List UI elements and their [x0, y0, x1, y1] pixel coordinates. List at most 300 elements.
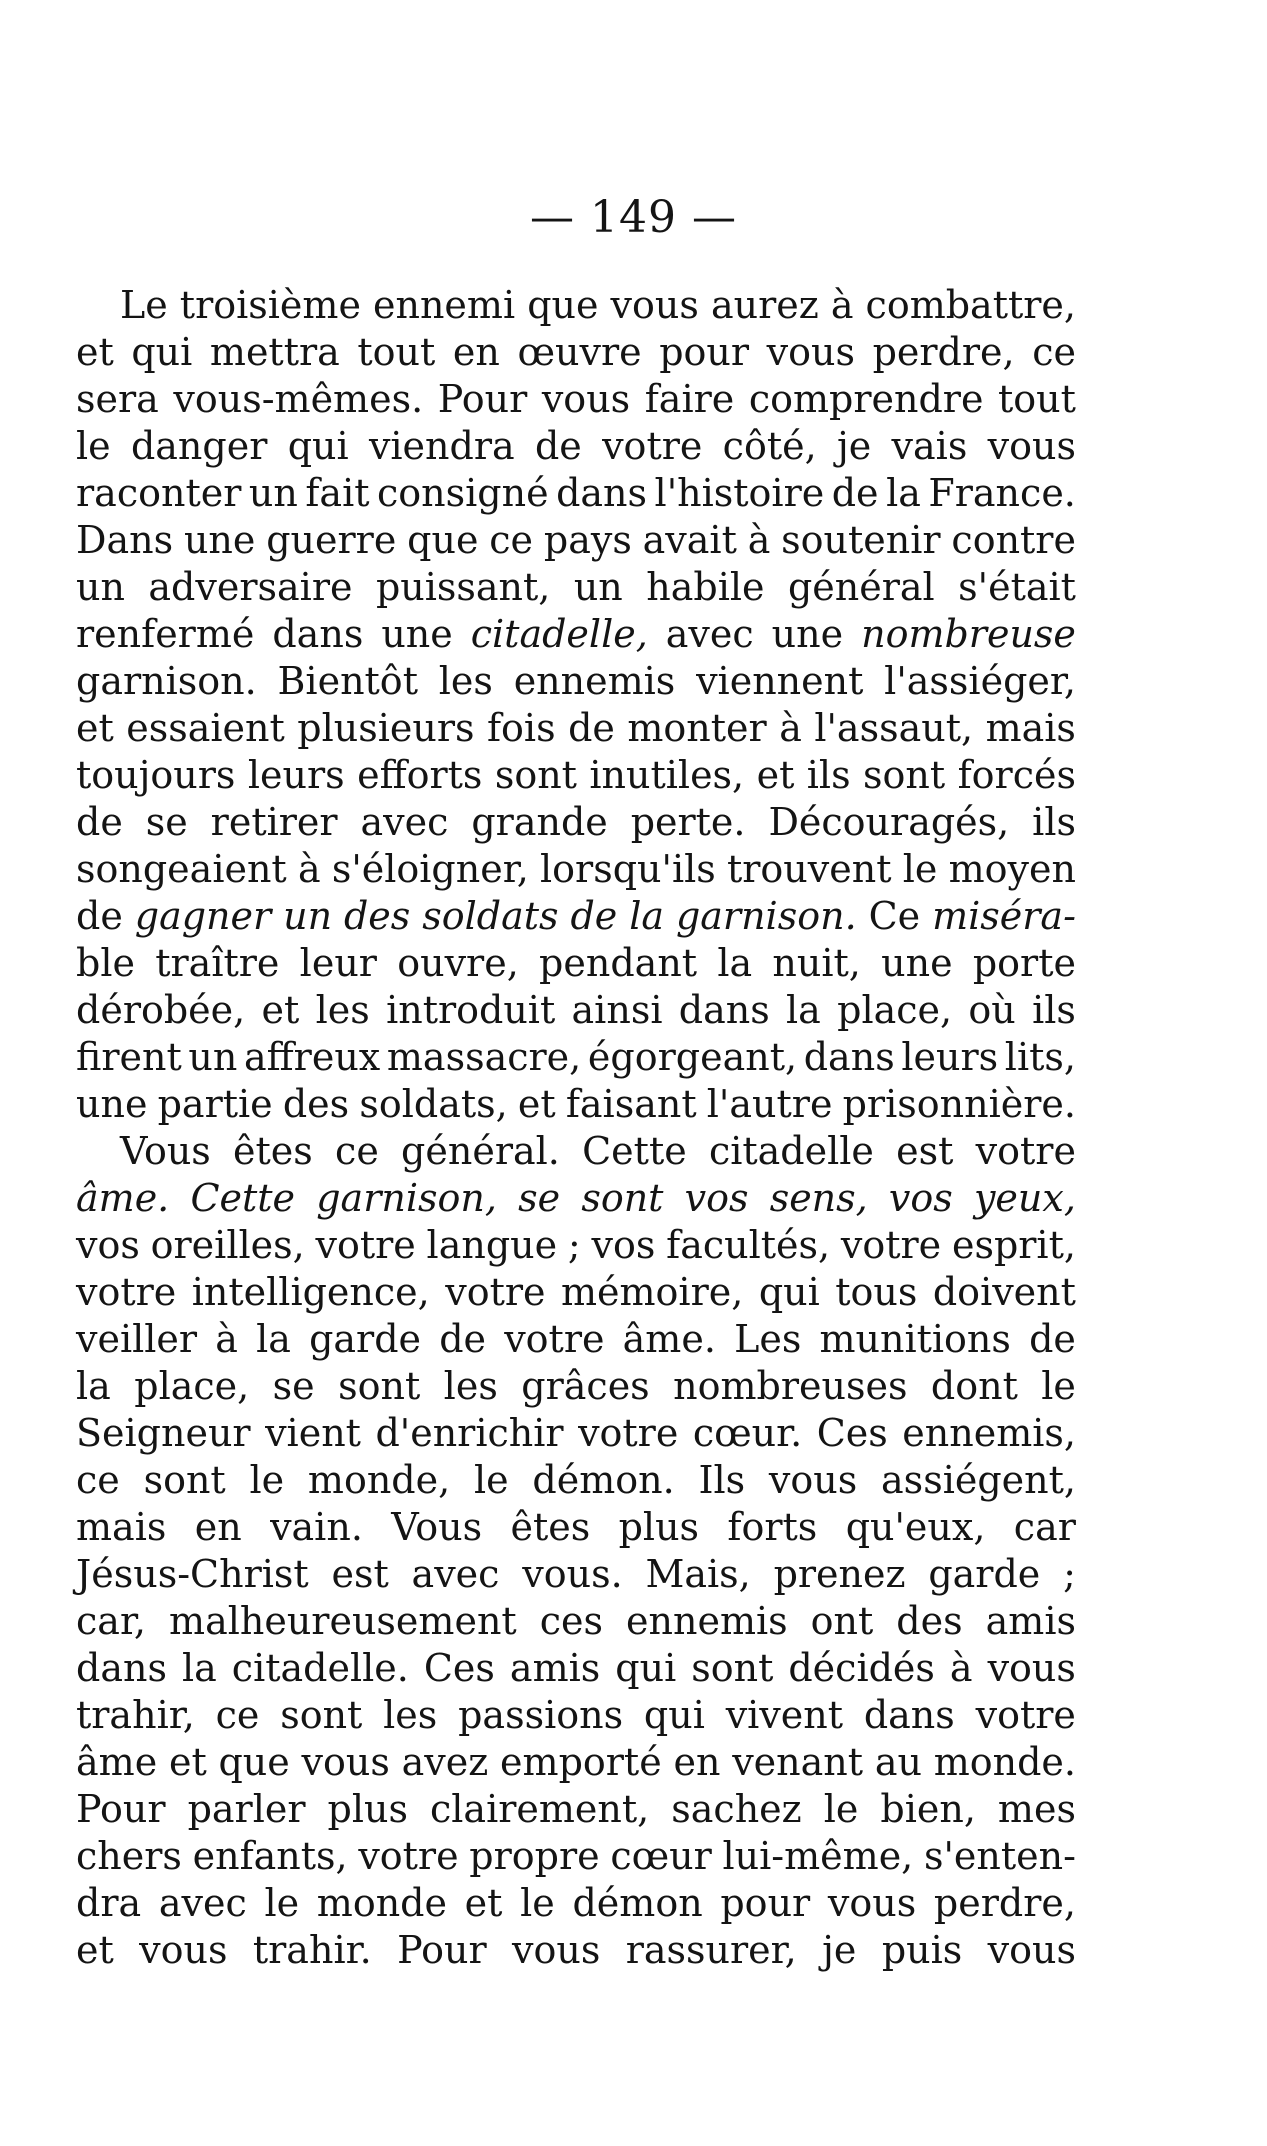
word: votre — [975, 1693, 1076, 1737]
word: œuvre — [517, 330, 642, 374]
word: à — [215, 1317, 238, 1361]
word: efforts — [357, 753, 483, 797]
word: sont — [581, 1176, 664, 1220]
word: fait — [305, 471, 370, 515]
word: puissant, — [375, 565, 551, 609]
word: garnison. — [675, 894, 857, 938]
word: au — [874, 1740, 922, 1784]
text-line — [76, 1457, 1076, 1504]
word: votre — [445, 1270, 546, 1314]
word: partie — [157, 1082, 273, 1126]
word: lits, — [1004, 1035, 1076, 1079]
word: votre — [315, 1223, 416, 1267]
word: leur — [299, 941, 377, 985]
word: munitions — [819, 1317, 1011, 1361]
word: vous — [827, 1881, 917, 1925]
word: fois — [486, 706, 556, 750]
word: la — [786, 988, 821, 1032]
word: porte — [972, 941, 1076, 985]
word: viennent — [696, 659, 864, 703]
word: passions — [458, 1693, 624, 1737]
text-line — [76, 1551, 1076, 1598]
text-line — [76, 564, 1076, 611]
word: avait — [642, 518, 737, 562]
word: se — [272, 1364, 315, 1408]
word: plus — [327, 1787, 408, 1831]
page-number: — 149 — — [530, 192, 737, 243]
word: faire — [644, 377, 735, 421]
text-line — [76, 1692, 1076, 1739]
word: enfants, — [192, 1834, 348, 1878]
word: mais — [76, 1505, 167, 1549]
word: de — [76, 800, 123, 844]
word: Pour — [397, 1928, 487, 1972]
word: l'histoire — [654, 471, 825, 515]
word: à — [949, 1646, 973, 1690]
word: guerre — [266, 518, 397, 562]
word: dans — [863, 1693, 955, 1737]
text-line — [76, 987, 1076, 1034]
word: démon — [572, 1881, 703, 1925]
word: de — [570, 894, 618, 938]
word: comprendre — [748, 377, 984, 421]
word: votre — [840, 1223, 942, 1267]
word: sont — [691, 1646, 774, 1690]
word: dérobée, — [76, 988, 246, 1032]
word: s'éloigner, — [331, 847, 529, 891]
word: affreux — [244, 1035, 381, 1079]
word: un — [283, 894, 333, 938]
word: contre — [951, 518, 1076, 562]
word: âme — [76, 1740, 158, 1784]
word: ils — [1032, 988, 1076, 1032]
word: général. — [401, 1129, 560, 1173]
word: danger — [130, 424, 268, 468]
word: Ces — [816, 1411, 888, 1455]
word: en — [673, 1740, 721, 1784]
word: consigné — [377, 471, 549, 515]
word: votre — [76, 1270, 177, 1314]
word: êtes — [510, 1505, 591, 1549]
word: la — [181, 1646, 217, 1690]
word: de — [568, 706, 615, 750]
word: ces — [539, 1599, 603, 1643]
word: mettra — [209, 330, 340, 374]
word: dans — [76, 1646, 167, 1690]
word: ils — [806, 753, 851, 797]
word: ennemi — [373, 283, 516, 327]
word: massacre, — [386, 1035, 582, 1079]
word: garnison, — [316, 1176, 497, 1220]
word: vos — [888, 1176, 953, 1220]
word: sont — [494, 753, 577, 797]
word: vais — [891, 424, 968, 468]
word: se — [145, 800, 188, 844]
word: vous — [987, 1646, 1076, 1690]
word: vous — [541, 377, 631, 421]
text-line — [76, 940, 1076, 987]
word: et — [517, 1082, 556, 1126]
word: trahir, — [76, 1693, 195, 1737]
text-line — [76, 1645, 1076, 1692]
word: ennemis — [513, 659, 676, 703]
body-text — [76, 282, 1076, 1974]
word: puis — [881, 1928, 963, 1972]
word: les — [383, 1693, 438, 1737]
word: égorgeant, — [587, 1035, 798, 1079]
word: et — [756, 753, 795, 797]
word: tout — [998, 377, 1076, 421]
word: sont — [280, 1693, 363, 1737]
word: et — [464, 1881, 503, 1925]
word: gagner — [134, 894, 272, 938]
text-line — [76, 282, 1076, 329]
word: votre — [358, 1834, 459, 1878]
word: facultés, — [666, 1223, 831, 1267]
text-line — [76, 893, 1076, 940]
word: avec — [158, 1881, 247, 1925]
word: la — [256, 1317, 291, 1361]
word: le — [76, 424, 111, 468]
word: tous — [835, 1270, 918, 1314]
word: intelligence, — [191, 1270, 430, 1314]
text-line — [76, 1739, 1076, 1786]
word: pour — [720, 1881, 811, 1925]
word: où — [968, 988, 1016, 1032]
word: s'était — [958, 565, 1076, 609]
word: ce — [335, 1129, 379, 1173]
word: les — [438, 659, 493, 703]
word: vivent — [725, 1693, 844, 1737]
word: oreilles, — [150, 1223, 305, 1267]
word: cœur — [610, 1834, 712, 1878]
word: garde — [928, 1552, 1041, 1596]
text-line — [76, 1316, 1076, 1363]
text-line — [76, 1222, 1076, 1269]
word: votre — [602, 424, 703, 468]
word: sens, — [769, 1176, 868, 1220]
word: un — [188, 1035, 238, 1079]
text-line — [76, 517, 1076, 564]
word: des — [343, 894, 411, 938]
text-line — [76, 423, 1076, 470]
word: ; — [1063, 1552, 1076, 1596]
word: avec — [411, 1552, 500, 1596]
word: une — [771, 612, 844, 656]
word: yeux, — [973, 1176, 1076, 1220]
word: assiégent, — [881, 1458, 1076, 1502]
word: ouvre, — [397, 941, 519, 985]
word: plusieurs — [297, 706, 475, 750]
word: qui — [615, 1646, 677, 1690]
word: Bientôt — [277, 659, 418, 703]
word: venant — [732, 1740, 864, 1784]
text-line — [76, 1786, 1076, 1833]
text-line — [76, 1081, 1076, 1128]
word: la — [717, 941, 753, 985]
word: faisant — [565, 1082, 697, 1126]
word: vous-mêmes. — [173, 377, 424, 421]
word: ils — [1032, 800, 1076, 844]
word: avec — [360, 800, 449, 844]
word: vous — [301, 1740, 390, 1784]
word: Le — [120, 283, 168, 327]
word: nombreuses — [673, 1364, 908, 1408]
word: vous — [768, 1458, 858, 1502]
word: place, — [134, 1364, 250, 1408]
word: l'autre — [706, 1082, 833, 1126]
text-line — [76, 1410, 1076, 1457]
word: et — [261, 988, 300, 1032]
word: le — [823, 1787, 859, 1831]
word: citadelle, — [470, 612, 648, 656]
word: ont — [810, 1599, 874, 1643]
word: vous — [610, 283, 699, 327]
word: une — [76, 1082, 148, 1126]
text-line — [76, 1504, 1076, 1551]
word: âme. — [622, 1317, 716, 1361]
word: le — [264, 1881, 300, 1925]
word: habile — [646, 565, 765, 609]
word: garnison. — [76, 659, 257, 703]
word: êtes — [233, 1129, 313, 1173]
word: parler — [187, 1787, 306, 1831]
word: ainsi — [571, 988, 663, 1032]
word: clairement, — [430, 1787, 650, 1831]
word: dans — [678, 988, 770, 1032]
word: moyen — [948, 847, 1076, 891]
word: essaient — [126, 706, 285, 750]
word: un — [248, 471, 298, 515]
word: en — [452, 330, 500, 374]
word: vient — [265, 1411, 361, 1455]
word: qu'eux, — [845, 1505, 986, 1549]
word: raconter — [76, 471, 242, 515]
word: dra — [76, 1881, 142, 1925]
word: ennemis — [626, 1599, 788, 1643]
word: dans — [556, 471, 648, 515]
word: votre — [578, 1411, 679, 1455]
word: veiller — [76, 1317, 198, 1361]
word: plus — [618, 1505, 700, 1549]
word: et — [76, 706, 114, 750]
word: France. — [928, 471, 1076, 515]
text-line — [76, 1880, 1076, 1927]
word: de — [76, 894, 123, 938]
word: ce — [1032, 330, 1076, 374]
word: Vous — [120, 1129, 211, 1173]
word: leurs — [901, 1035, 999, 1079]
word: Mais, — [645, 1552, 751, 1596]
word: trahir. — [252, 1928, 372, 1972]
word: Ces — [423, 1646, 495, 1690]
word: mais — [985, 706, 1076, 750]
word: Vous — [391, 1505, 483, 1549]
word: de — [534, 424, 582, 468]
word: le — [473, 1458, 509, 1502]
word: car, — [76, 1599, 147, 1643]
word: vous. — [522, 1552, 623, 1596]
word: démon. — [532, 1458, 675, 1502]
word: miséra- — [932, 894, 1076, 938]
word: car — [1013, 1505, 1076, 1549]
word: inutiles, — [589, 753, 745, 797]
word: ce — [215, 1693, 260, 1737]
word: traître — [155, 941, 280, 985]
word: sont — [338, 1364, 421, 1408]
word: le — [520, 1881, 555, 1925]
text-line — [76, 1128, 1076, 1175]
word: viendra — [368, 424, 515, 468]
word: à — [297, 847, 321, 891]
word: Pour — [437, 377, 528, 421]
text-line — [76, 376, 1076, 423]
word: amis — [985, 1599, 1076, 1643]
text-line — [76, 1175, 1076, 1222]
word: je — [822, 1928, 857, 1972]
word: songeaient — [76, 847, 287, 891]
word: esprit, — [951, 1223, 1076, 1267]
word: ce — [76, 1458, 120, 1502]
word: votre — [975, 1129, 1076, 1173]
word: le — [902, 847, 938, 891]
word: une — [183, 518, 256, 562]
word: retirer — [210, 800, 338, 844]
word: âme. — [76, 1176, 170, 1220]
word: Cette — [190, 1176, 296, 1220]
word: mémoire, — [561, 1270, 744, 1314]
word: place, — [837, 988, 953, 1032]
word: malheureusement — [169, 1599, 517, 1643]
word: des — [282, 1082, 350, 1126]
word: mes — [997, 1787, 1076, 1831]
word: à — [779, 706, 802, 750]
word: monde — [316, 1881, 447, 1925]
word: dans — [272, 612, 364, 656]
word: doivent — [932, 1270, 1076, 1314]
text-line — [76, 1269, 1076, 1316]
word: Découragés, — [768, 800, 1010, 844]
word: la — [76, 1364, 111, 1408]
word: Pour — [76, 1787, 166, 1831]
word: vos — [684, 1176, 749, 1220]
text-line — [76, 1363, 1076, 1410]
word: pendant — [539, 941, 698, 985]
word: des — [896, 1599, 963, 1643]
word: vos — [76, 1223, 140, 1267]
word: Seigneur — [76, 1411, 251, 1455]
text-line — [76, 1034, 1076, 1081]
word: décidés — [788, 1646, 935, 1690]
word: je — [836, 424, 872, 468]
word: adversaire — [148, 565, 353, 609]
word: un — [76, 565, 125, 609]
word: les — [443, 1364, 498, 1408]
word: dont — [930, 1364, 1018, 1408]
word: à — [747, 518, 771, 562]
text-line — [76, 611, 1076, 658]
word: que — [527, 283, 599, 327]
text-line — [76, 1833, 1076, 1880]
word: et — [76, 1928, 114, 1972]
word: aurez — [710, 283, 819, 327]
word: chers — [76, 1834, 182, 1878]
word: Les — [734, 1317, 802, 1361]
word: citadelle — [708, 1129, 874, 1173]
text-line — [76, 799, 1076, 846]
word: combattre, — [865, 283, 1076, 327]
word: Jésus-Christ — [76, 1552, 309, 1596]
word: langue — [426, 1223, 558, 1267]
word: monde, — [307, 1458, 451, 1502]
word: prenez — [773, 1552, 906, 1596]
word: forts — [727, 1505, 818, 1549]
word: soldats — [422, 894, 559, 938]
word: que — [407, 518, 479, 562]
word: trouvent — [726, 847, 892, 891]
word: l'assaut, — [814, 706, 974, 750]
word: bien, — [880, 1787, 976, 1831]
word: ce — [489, 518, 534, 562]
word: ; — [567, 1223, 581, 1267]
word: qui — [287, 424, 349, 468]
word: emporté — [500, 1740, 662, 1784]
word: vous — [766, 330, 855, 374]
word: Dans — [76, 518, 174, 562]
word: le — [1041, 1364, 1076, 1408]
word: rassurer, — [625, 1928, 797, 1972]
word: renfermé — [76, 612, 255, 656]
word: soutenir — [781, 518, 941, 562]
word: vous — [512, 1928, 601, 1972]
word: monter — [627, 706, 767, 750]
text-line — [76, 470, 1076, 517]
word: ble — [76, 941, 135, 985]
word: une — [381, 612, 453, 656]
word: et — [76, 330, 114, 374]
word: lui-même, — [722, 1834, 914, 1878]
text-line — [76, 1927, 1076, 1974]
text-line — [76, 752, 1076, 799]
word: en — [194, 1505, 242, 1549]
word: se — [518, 1176, 561, 1220]
word: est — [331, 1552, 389, 1596]
word: cœur. — [692, 1411, 803, 1455]
word: citadelle. — [231, 1646, 409, 1690]
word: nombreuse — [861, 612, 1076, 656]
word: pays — [543, 518, 632, 562]
word: et — [168, 1740, 207, 1784]
word: ennemis, — [902, 1411, 1076, 1455]
word: côté, — [722, 424, 817, 468]
word: vous — [139, 1928, 228, 1972]
word: monde. — [933, 1740, 1076, 1784]
word: Cette — [582, 1129, 687, 1173]
word: introduit — [386, 988, 556, 1032]
word: propre — [469, 1834, 600, 1878]
word: garde — [309, 1317, 422, 1361]
word: toujours — [76, 753, 236, 797]
word: perdre, — [933, 1881, 1076, 1925]
text-line — [76, 846, 1076, 893]
word: sont — [143, 1458, 226, 1502]
word: un — [573, 565, 623, 609]
word: perte. — [630, 800, 746, 844]
word: perdre, — [872, 330, 1015, 374]
word: troisième — [179, 283, 361, 327]
word: de — [1029, 1317, 1076, 1361]
word: qui — [643, 1693, 705, 1737]
